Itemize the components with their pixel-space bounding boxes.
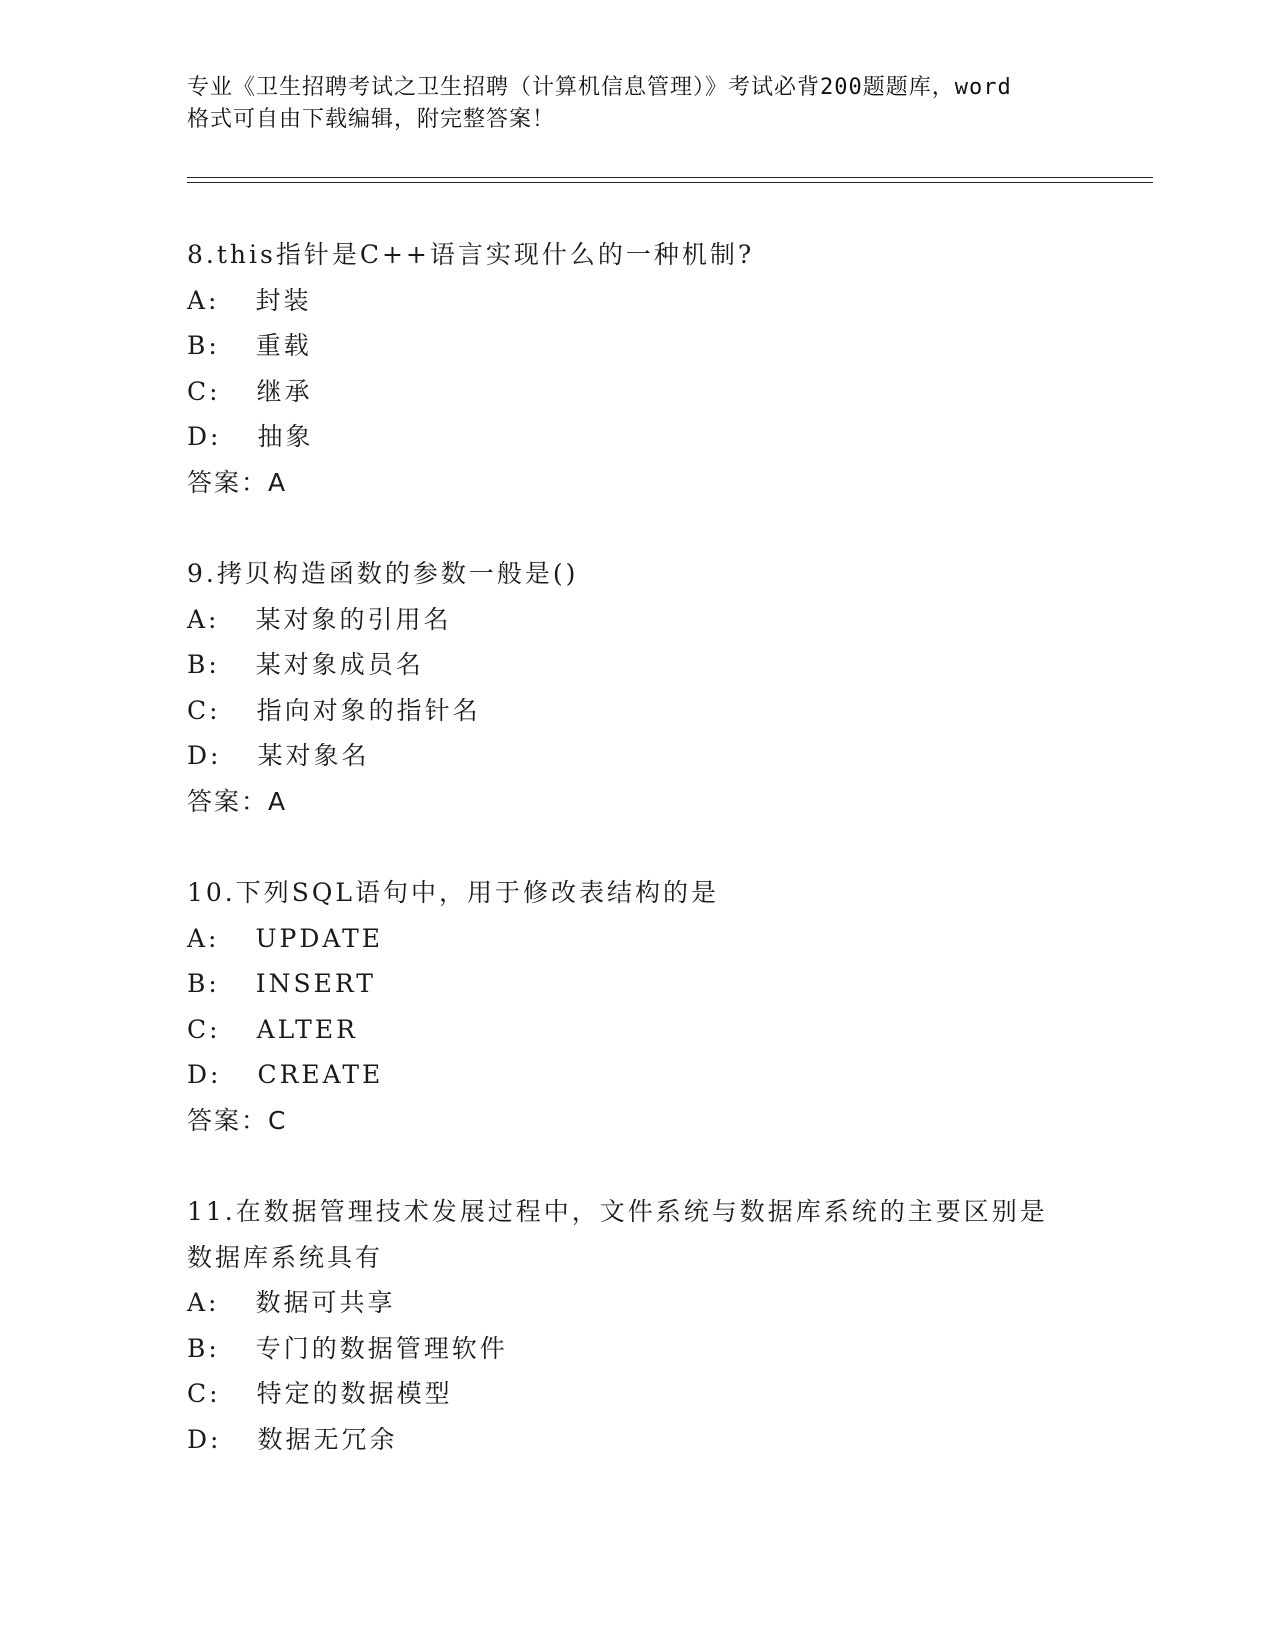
option-text: 指向对象的指针名 [256,695,481,725]
option-key: A: [187,923,220,953]
question-text: 拷贝构造函数的参数一般是() [216,559,579,588]
question-number: 9. [187,559,217,588]
option-key: B: [187,969,220,998]
option-text: ALTER [256,1014,358,1044]
option-d [187,1052,1107,1098]
option-text: 某对象成员名 [255,650,424,679]
option-a [187,916,1107,962]
question-number: 11. [187,1197,236,1226]
header-line-2: 格式可自由下载编辑，附完整答案！ [187,107,556,132]
answer-value: A [268,467,288,497]
option-a [187,597,1107,643]
answer-label: 答案： [187,786,269,816]
question-stem [187,1189,1107,1235]
document-header [187,72,1087,136]
option-c [187,1007,1107,1053]
option-key: D: [187,1060,222,1089]
question-number: 10. [187,878,236,907]
option-b [187,961,1107,1007]
answer-value: A [268,786,288,816]
option-key: D: [187,1424,222,1454]
question-text-line-2: 数据库系统具有 [187,1242,384,1272]
option-key: B: [187,650,220,679]
header-divider-top [187,177,1153,178]
option-text: 封装 [255,285,312,315]
question-9 [187,551,1107,824]
question-8 [187,232,1107,505]
option-text: CREATE [257,1060,384,1089]
option-key: A: [187,285,220,315]
question-10 [187,870,1107,1143]
question-number: 8. [187,240,217,269]
question-11 [187,1189,1107,1462]
answer-label: 答案： [187,467,269,497]
option-text: INSERT [255,969,376,998]
question-text-line-1: 在数据管理技术发展过程中，文件系统与数据库系统的主要区别是 [235,1197,1048,1226]
option-d [187,733,1107,779]
question-text: this指针是C++语言实现什么的一种机制? [216,240,755,269]
option-b [187,323,1107,369]
answer-line [187,779,1107,825]
option-b [187,642,1107,688]
option-a [187,1280,1107,1326]
answer-value: C [268,1105,288,1135]
question-stem-continued [187,1235,1107,1281]
option-key: C: [187,695,221,725]
answer-line [187,1098,1107,1144]
option-text: UPDATE [255,923,384,953]
option-d [187,414,1107,460]
option-key: A: [187,604,220,634]
option-d [187,1417,1107,1463]
option-key: D: [187,741,222,770]
option-text: 抽象 [257,422,314,451]
option-a [187,278,1107,324]
option-c [187,688,1107,734]
option-key: C: [187,1014,221,1044]
option-c [187,369,1107,415]
option-key: C: [187,376,221,406]
option-text: 重载 [255,331,312,360]
question-stem [187,551,1107,597]
option-key: B: [187,1333,220,1363]
option-text: 数据可共享 [255,1288,396,1317]
answer-label: 答案： [187,1105,269,1135]
header-line-1: 专业《卫生招聘考试之卫生招聘（计算机信息管理）》考试必背200题题库，word [187,75,1012,100]
answer-line [187,460,1107,506]
option-text: 某对象名 [257,741,370,770]
option-key: D: [187,422,222,451]
option-key: B: [187,331,220,360]
header-divider-bottom [187,182,1153,183]
option-text: 专门的数据管理软件 [255,1333,508,1363]
option-text: 特定的数据模型 [256,1379,453,1408]
option-text: 某对象的引用名 [255,604,452,634]
option-key: C: [187,1379,221,1408]
question-stem [187,232,1107,278]
option-text: 继承 [256,376,313,406]
option-key: A: [187,1288,220,1317]
question-text: 下列SQL语句中，用于修改表结构的是 [235,878,719,907]
option-b [187,1326,1107,1372]
option-c [187,1371,1107,1417]
option-text: 数据无冗余 [257,1424,398,1454]
question-stem [187,870,1107,916]
